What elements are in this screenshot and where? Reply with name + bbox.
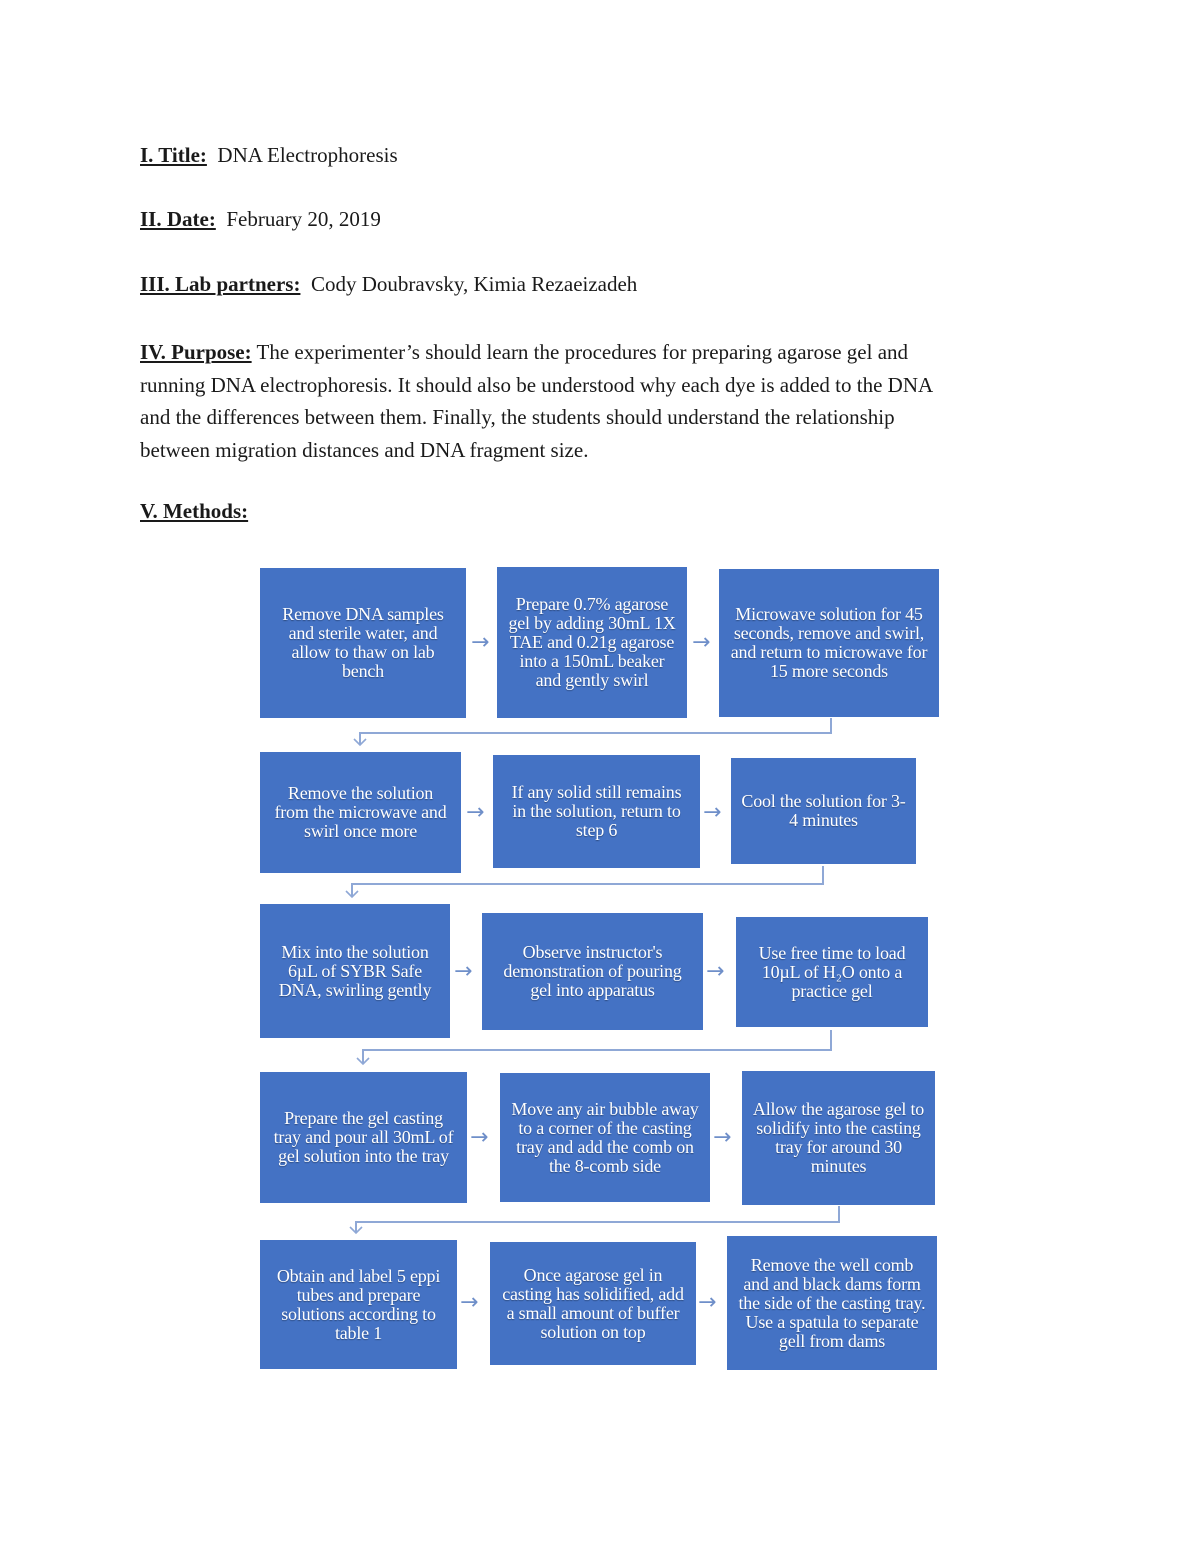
purpose-line-2: running DNA electrophoresis. It should also be understood why each dye is added to the DNA <box>140 372 934 397</box>
purpose-line-1: The experimenter’s should learn the procedures for preparing agarose gel and <box>256 340 909 364</box>
flow-step-6: Cool the solution for 3-4 minutes <box>731 758 916 864</box>
flow-step-3: Microwave solution for 45 seconds, remove and swirl, and return to microwave for 15 more seconds <box>719 569 939 717</box>
purpose-line-3: and the differences between them. Finally, the students should understand the relationship <box>140 405 895 429</box>
flow-step-15: Remove the well comb and and black dams form the side of the casting tray. Use a spatula to separate gell from dams <box>727 1236 937 1370</box>
connector-row4-row5 <box>356 1206 839 1233</box>
partners-line <box>140 272 637 297</box>
connector-row1-row2 <box>360 718 831 745</box>
purpose-line-4: between migration distances and DNA fragment size. <box>140 437 589 462</box>
date-value: February 20, 2019 <box>226 207 381 231</box>
purpose-paragraph <box>140 336 1050 466</box>
date-label: II. Date: <box>140 207 216 231</box>
flow-step-4: Remove the solution from the microwave and swirl once more <box>260 752 461 873</box>
flow-step-1: Remove DNA samples and sterile water, and allow to thaw on lab bench <box>260 568 466 718</box>
right-arrow-icon: → <box>460 1290 479 1315</box>
flow-step-5: If any solid still remains in the solution, return to step 6 <box>493 755 700 868</box>
connector-head-2 <box>346 891 358 897</box>
right-arrow-icon: → <box>706 959 725 984</box>
flow-step-7: Mix into the solution 6µL of SYBR Safe DNA, swirling gently <box>260 904 450 1038</box>
right-arrow-icon: → <box>713 1125 732 1150</box>
flow-step-2: Prepare 0.7% agarose gel by adding 30mL 1X TAE and 0.21g agarose into a 150mL beaker and gently swirl <box>497 567 687 718</box>
flow-step-12: Allow the agarose gel to solidify into the casting tray for around 30 minutes <box>742 1071 935 1205</box>
right-arrow-icon: → <box>471 630 490 655</box>
flow-step-11: Move any air bubble away to a corner of the casting tray and add the comb on the 8-comb side <box>500 1073 710 1202</box>
purpose-label: IV. Purpose: <box>140 340 252 364</box>
right-arrow-icon: → <box>466 800 485 825</box>
title-line <box>140 143 398 168</box>
methods-line <box>140 499 248 524</box>
right-arrow-icon: → <box>698 1290 717 1315</box>
right-arrow-icon: → <box>454 959 473 984</box>
right-arrow-icon: → <box>703 800 722 825</box>
title-value: DNA Electrophoresis <box>217 143 398 167</box>
connector-head-1 <box>354 739 366 745</box>
flow-step-14: Once agarose gel in casting has solidified, add a small amount of buffer solution on top <box>490 1242 696 1365</box>
flow-step-10: Prepare the gel casting tray and pour all 30mL of gel solution into the tray <box>260 1072 467 1203</box>
flow-step-9: Use free time to load 10µL of H₂O onto a practice gel <box>736 917 928 1027</box>
date-line <box>140 207 381 232</box>
partners-value: Cody Doubravsky, Kimia Rezaeizadeh <box>310 272 638 296</box>
partners-label: III. Lab partners: <box>140 272 301 296</box>
connector-head-3 <box>357 1058 369 1064</box>
title-label: I. Title: <box>140 143 207 167</box>
right-arrow-icon: → <box>470 1125 489 1150</box>
methods-label: V. Methods: <box>140 499 249 523</box>
flow-step-8: Observe instructor's demonstration of pouring gel into apparatus <box>482 913 703 1030</box>
connector-head-4 <box>350 1227 362 1233</box>
right-arrow-icon: → <box>692 630 711 655</box>
flow-step-13: Obtain and label 5 eppi tubes and prepare solutions according to table 1 <box>260 1240 457 1369</box>
